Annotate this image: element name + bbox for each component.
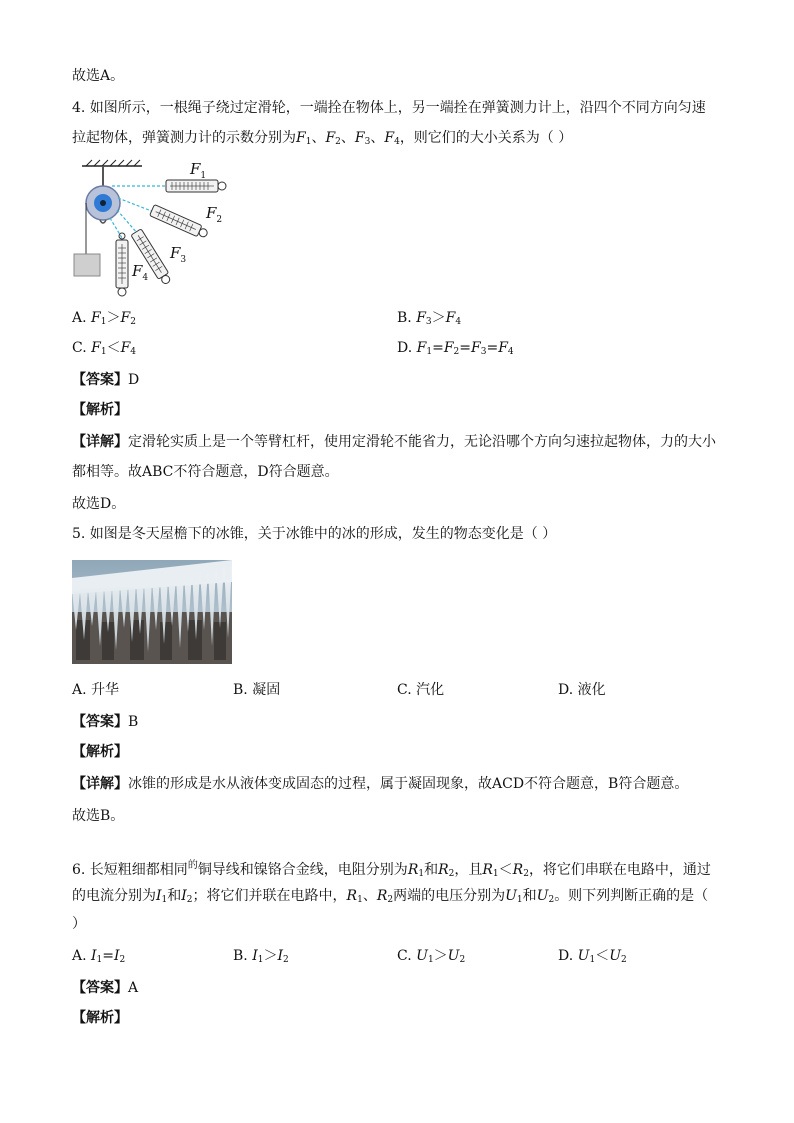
q4-detail-line1: 【详解】定滑轮实质上是一个等臂杠杆，使用定滑轮不能省力，无论沿哪个方向匀速拉起物体，力的大小: [72, 434, 716, 450]
q5-answer: 【答案】B: [72, 714, 139, 730]
q6-option-a: A. $I_1=I_2$: [72, 948, 126, 965]
q5-option-b: B. 凝固: [233, 682, 281, 698]
spring-scale-f2: [150, 205, 210, 240]
q6-option-d: D. $U_1<U_2$: [558, 948, 627, 965]
q4-answer: 【答案】D: [72, 372, 140, 388]
q5-stem: 5. 如图是冬天屋檐下的冰锥，关于冰锥中的冰的形成，发生的物态变化是（ ）: [72, 526, 557, 542]
q6-answer: 【答案】A: [72, 980, 139, 996]
q6-option-b: B. $I_1>I_2$: [233, 948, 289, 965]
q4-analysis-label: 【解析】: [72, 402, 128, 418]
q4-option-a: A. $F_1>F_2$: [72, 310, 136, 327]
q4-option-c: C. $F_1<F_4$: [72, 340, 137, 357]
spring-scale-f4: [116, 233, 128, 296]
q6-stem-line1: 6. 长短粗细都相同$^的$铜导线和镍铬合金线，电阻分别为$R_1$和$R_2$，且$R_1<R_2$，将它们串联在电路中，通过: [72, 860, 711, 879]
q5-option-a: A. 升华: [72, 682, 120, 698]
q4-option-b: B. $F_3>F_4$: [397, 310, 462, 327]
q5-detail-line1: 【详解】冰锥的形成是水从液体变成固态的过程，属于凝固现象，故ACD不符合题意，B符合题意。: [72, 776, 689, 792]
q4-detail-line2: 都相等。故ABC不符合题意，D符合题意。: [72, 464, 339, 480]
label-f4: $F_4$: [132, 262, 149, 283]
q6-option-c: C. $U_1>U_2$: [397, 948, 466, 965]
icicles-photo: [72, 560, 232, 664]
label-f2: $F_2$: [206, 204, 223, 225]
q5-conclusion: 故选B。: [72, 808, 125, 824]
q6-stem-line3: ）: [72, 916, 86, 932]
spring-scale-f1: [166, 180, 226, 192]
q5-option-d: D. 液化: [558, 682, 606, 698]
q4-conclusion: 故选D。: [72, 496, 126, 512]
q5-option-c: C. 汽化: [397, 682, 445, 698]
pulley-spring-scale-figure: [72, 158, 232, 298]
q4-option-d: D. $F_1=F_2=F_3=F_4$: [397, 340, 514, 357]
q6-stem-line2: 的电流分别为$I_1$和$I_2$；将它们并联在电路中，$R_1$、$R_2$两端的电压分别为$U_1$和$U_2$。则下列判断正确的是（: [72, 888, 709, 905]
q4-stem-line1: 4. 如图所示，一根绳子绕过定滑轮，一端拴在物体上，另一端拴在弹簧测力计上，沿四个不同方向匀速: [72, 100, 706, 116]
q5-analysis-label: 【解析】: [72, 744, 128, 760]
q6-analysis-label: 【解析】: [72, 1010, 128, 1026]
q4-stem-line2: 拉起物体，弹簧测力计的示数分别为$F_1$、$F_2$、$F_3$、$F_4$，则它们的大小关系为（ ）: [72, 130, 573, 147]
prev-conclusion: 故选A。: [72, 68, 125, 84]
label-f1: $F_1$: [190, 160, 207, 181]
label-f3: $F_3$: [170, 244, 187, 265]
